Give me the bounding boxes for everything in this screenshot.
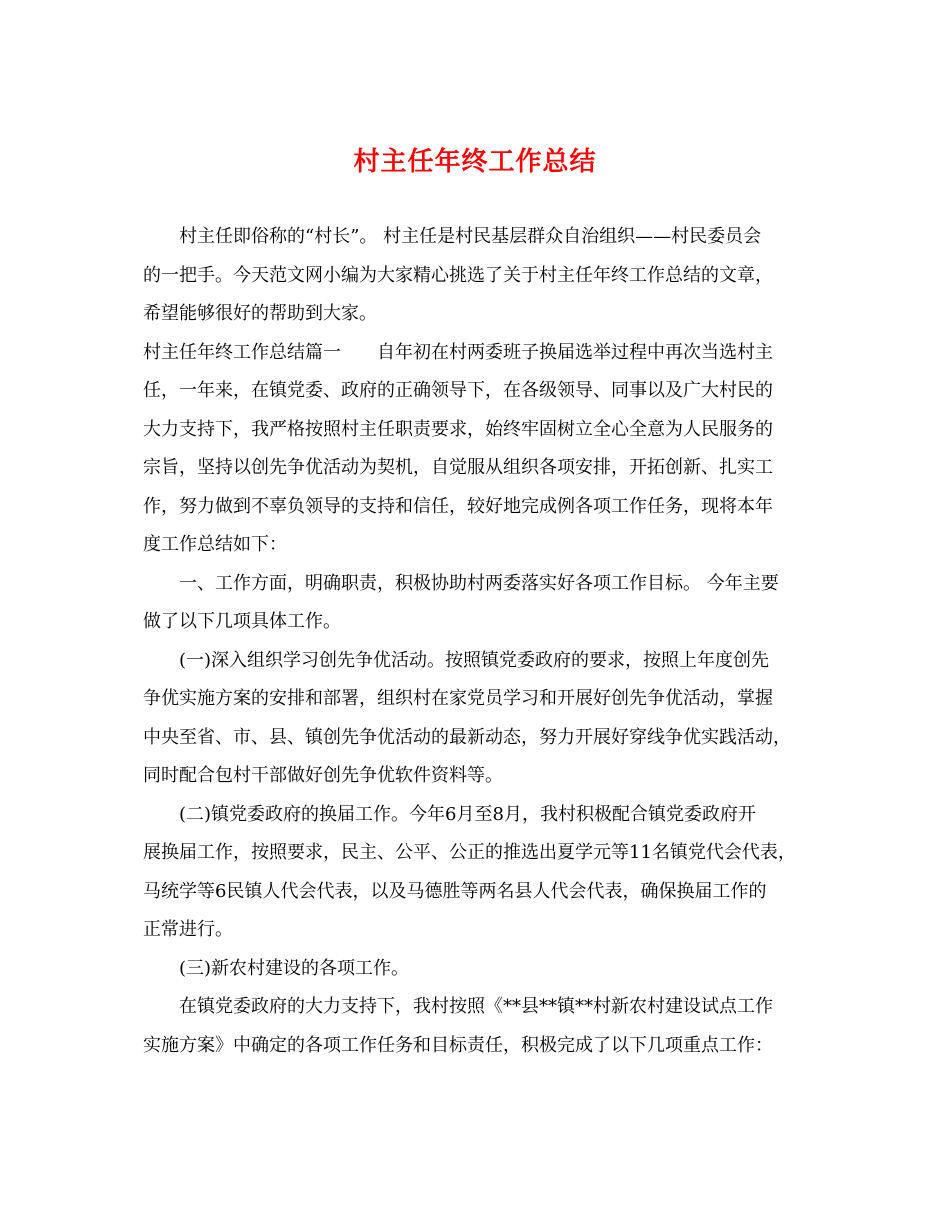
paragraph-line: (二)镇党委政府的换届工作。今年6月至8月，我村积极配合镇党委政府开 [179, 803, 756, 825]
section-heading-line [143, 334, 813, 373]
document-title: 村主任年终工作总结 [353, 147, 597, 177]
paragraph-line: 正常进行。 [143, 919, 233, 940]
paragraph-line: 在镇党委政府的大力支持下，我村按照《**县**镇**村新农村建设试点工作 [179, 996, 773, 1017]
paragraph-line: 的一把手。今天范文网小编为大家精心挑选了关于村主任年终工作总结的文章， [143, 264, 773, 286]
paragraph-line: 一、工作方面，明确职责，积极协助村两委落实好各项工作目标。 今年主要 [179, 572, 779, 594]
paragraph-line: 争优实施方案的安排和部署，组织村在家党员学习和开展好创先争优活动，掌握 [143, 688, 773, 709]
paragraph-line: 村主任即俗称的“村长”。 村主任是村民基层群众自治组织——村民委员会 [179, 226, 762, 247]
paragraph-line: (三)新农村建设的各项工作。 [179, 957, 410, 979]
paragraph-line: (一)深入组织学习创先争优活动。按照镇党委政府的要求，按照上年度创先 [179, 649, 770, 671]
paragraph-line: 度工作总结如下： [143, 534, 287, 555]
paragraph-line: 任，一年来，在镇党委、政府的正确领导下，在各级领导、同事以及广大村民的 [143, 380, 773, 401]
paragraph-line: 做了以下几项具体工作。 [143, 611, 341, 632]
paragraph-line: 实施方案》中确定的各项工作任务和目标责任，积极完成了以下几项重点工作： [143, 1034, 773, 1056]
paragraph-line: 希望能够很好的帮助到大家。 [143, 303, 377, 324]
document-body [143, 218, 813, 1065]
paragraph-text: 自年初在村两委班子换届选举过程中再次当选村主 [377, 341, 773, 363]
paragraph-line: 宗旨，坚持以创先争优活动为契机，自觉服从组织各项安排，开拓创新、扎实工 [143, 457, 773, 478]
section-heading: 村主任年终工作总结篇一 [143, 341, 341, 363]
paragraph-line: 展换届工作，按照要求，民主、公平、公正的推选出夏学元等11名镇党代会代表， [143, 842, 796, 863]
paragraph-line: 马统学等6民镇人代会代表，以及马德胜等两名县人代会代表，确保换届工作的 [143, 880, 767, 902]
paragraph-line: 作，努力做到不辜负领导的支持和信任，较好地完成例各项工作任务，现将本年 [143, 495, 773, 517]
paragraph-line: 中央至省、市、县、镇创先争优活动的最新动态，努力开展好穿线争优实践活动， [143, 726, 791, 748]
paragraph-line: 同时配合包村干部做好创先争优软件资料等。 [143, 765, 503, 786]
paragraph-line: 大力支持下，我严格按照村主任职责要求，始终牢固树立全心全意为人民服务的 [143, 418, 773, 440]
